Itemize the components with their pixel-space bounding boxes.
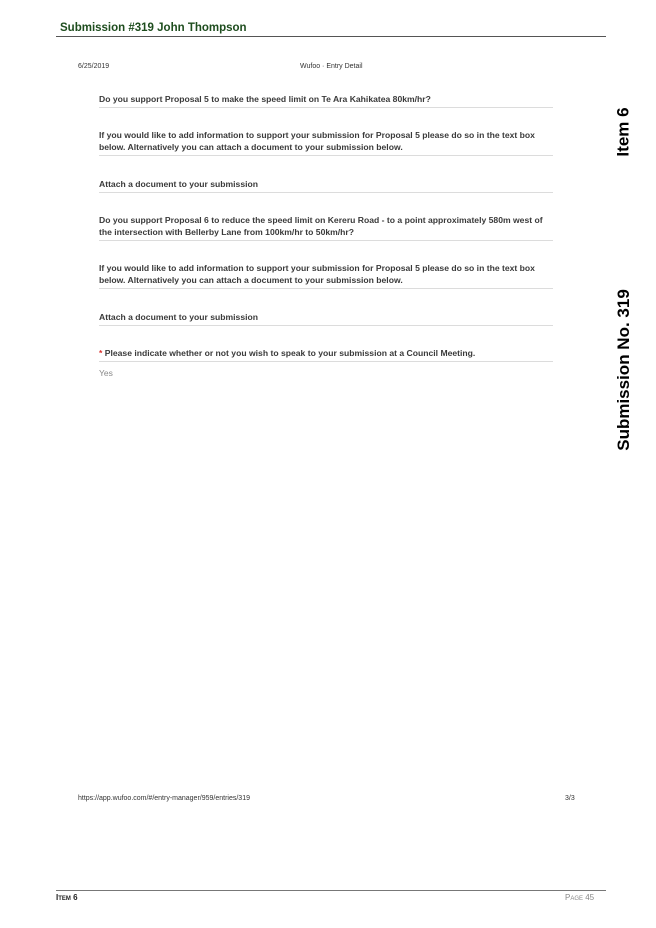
field-speak-label: Please indicate whether or not you wish to speak to your submission at a Council Meeting. <box>104 348 476 358</box>
field-proposal-6-support: Do you support Proposal 6 to reduce the speed limit on Kereru Road - to a point approximately 580m west of the intersection with Bellerby Lane from 100km/hr to 50km/hr? <box>99 214 553 241</box>
field-proposal-5-info: If you would like to add information to support your submission for Proposal 5 please do so in the text box below. Alternatively you can attach a document to your submission below. <box>99 129 553 156</box>
side-submission-label <box>606 270 642 470</box>
side-submission-text: Submission No. 319 <box>614 289 634 451</box>
field-speak-at-meeting <box>99 347 553 362</box>
entry-url: https://app.wufoo.com/#/entry-manager/959/entries/319 <box>78 795 250 802</box>
field-attach-document-2: Attach a document to your submission <box>99 311 553 326</box>
print-date: 6/25/2019 <box>78 63 110 70</box>
field-proposal-6-info: If you would like to add information to support your submission for Proposal 5 please do so in the text box below. Alternatively you can attach a document to your submission below. <box>99 262 553 289</box>
field-proposal-5-support: Do you support Proposal 5 to make the speed limit on Te Ara Kahikatea 80km/hr? <box>99 93 553 108</box>
side-item-label <box>606 92 642 172</box>
required-asterisk: * <box>99 348 103 358</box>
print-source: Wufoo · Entry Detail <box>300 63 363 70</box>
field-speak-answer: Yes <box>99 368 113 378</box>
footer-item: Item 6 <box>56 893 78 902</box>
footer-page-number: Page 45 <box>565 893 595 902</box>
page-count: 3/3 <box>565 795 575 802</box>
footer-divider <box>56 890 606 891</box>
header-divider <box>56 36 606 37</box>
submission-title: Submission #319 John Thompson <box>60 22 247 34</box>
side-item-text: Item 6 <box>614 107 634 157</box>
field-attach-document-1: Attach a document to your submission <box>99 178 553 193</box>
